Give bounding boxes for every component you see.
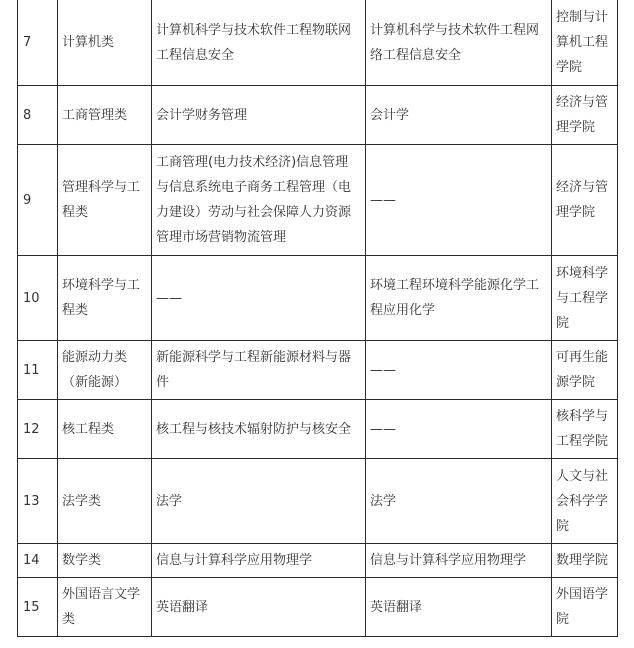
majors-table <box>17 0 618 637</box>
category-cell: 工商管理类 <box>58 86 152 145</box>
school-cell: 核科学与工程学院 <box>552 400 618 459</box>
table-row <box>18 145 618 256</box>
school-cell: 控制与计算机工程学院 <box>552 0 618 86</box>
undergrad-majors-cell: 核工程与核技术辐射防护与核安全 <box>152 400 366 459</box>
grad-majors-cell: —— <box>366 145 552 256</box>
row-number: 7 <box>18 0 58 86</box>
category-cell: 能源动力类（新能源） <box>58 341 152 400</box>
row-number: 12 <box>18 400 58 459</box>
row-number: 10 <box>18 256 58 341</box>
category-cell: 计算机类 <box>58 0 152 86</box>
grad-majors-cell: 信息与计算科学应用物理学 <box>366 544 552 578</box>
row-number: 14 <box>18 544 58 578</box>
table-row <box>18 544 618 578</box>
undergrad-majors-cell: 工商管理(电力技术经济)信息管理与信息系统电子商务工程管理（电力建设）劳动与社会保障人力资源管理市场营销物流管理 <box>152 145 366 256</box>
category-cell: 环境科学与工程类 <box>58 256 152 341</box>
undergrad-majors-cell: 新能源科学与工程新能源材料与器件 <box>152 341 366 400</box>
table-row <box>18 400 618 459</box>
row-number: 13 <box>18 459 58 544</box>
category-cell: 数学类 <box>58 544 152 578</box>
grad-majors-cell: 会计学 <box>366 86 552 145</box>
undergrad-majors-cell: —— <box>152 256 366 341</box>
table-row <box>18 256 618 341</box>
row-number: 11 <box>18 341 58 400</box>
category-cell: 外国语言文学类 <box>58 578 152 637</box>
category-cell: 法学类 <box>58 459 152 544</box>
school-cell: 外国语学院 <box>552 578 618 637</box>
grad-majors-cell: —— <box>366 341 552 400</box>
school-cell: 经济与管理学院 <box>552 145 618 256</box>
undergrad-majors-cell: 会计学财务管理 <box>152 86 366 145</box>
table-row <box>18 578 618 637</box>
table-row <box>18 0 618 86</box>
school-cell: 人文与社会科学学院 <box>552 459 618 544</box>
category-cell: 管理科学与工程类 <box>58 145 152 256</box>
grad-majors-cell: —— <box>366 400 552 459</box>
school-cell: 可再生能源学院 <box>552 341 618 400</box>
row-number: 8 <box>18 86 58 145</box>
row-number: 9 <box>18 145 58 256</box>
undergrad-majors-cell: 信息与计算科学应用物理学 <box>152 544 366 578</box>
grad-majors-cell: 法学 <box>366 459 552 544</box>
grad-majors-cell: 计算机科学与技术软件工程网络工程信息安全 <box>366 0 552 86</box>
category-cell: 核工程类 <box>58 400 152 459</box>
school-cell: 经济与管理学院 <box>552 86 618 145</box>
school-cell: 环境科学与工程学院 <box>552 256 618 341</box>
table-row <box>18 341 618 400</box>
grad-majors-cell: 环境工程环境科学能源化学工程应用化学 <box>366 256 552 341</box>
undergrad-majors-cell: 英语翻译 <box>152 578 366 637</box>
table-row <box>18 86 618 145</box>
undergrad-majors-cell: 法学 <box>152 459 366 544</box>
row-number: 15 <box>18 578 58 637</box>
school-cell: 数理学院 <box>552 544 618 578</box>
table-row <box>18 459 618 544</box>
grad-majors-cell: 英语翻译 <box>366 578 552 637</box>
undergrad-majors-cell: 计算机科学与技术软件工程物联网工程信息安全 <box>152 0 366 86</box>
